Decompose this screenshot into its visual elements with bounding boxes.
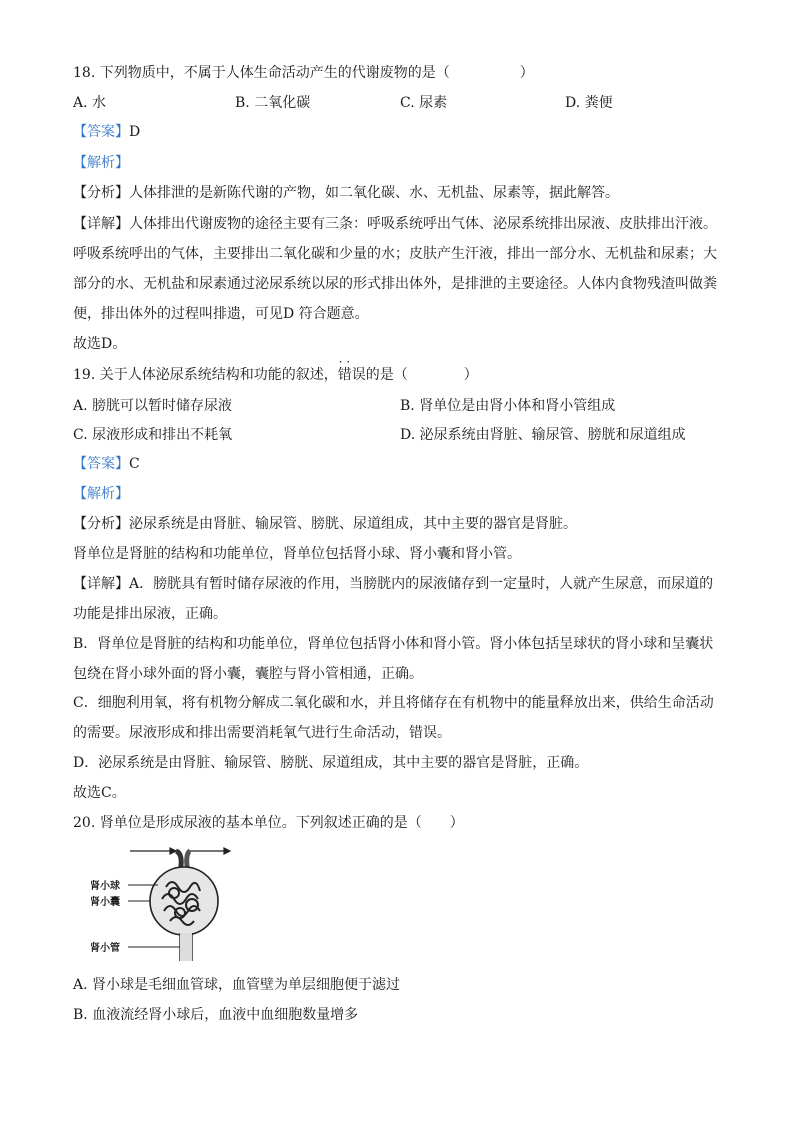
q19-xiangjie-c-line-1: C．细胞利用氧，将有机物分解成二氧化碳和水，并且将储存在有机物中的能量释放出来，供给生命活动 [73,695,714,711]
q18-option-a: A. 水 [73,95,107,111]
q19-stem-part-b: 的是（ ） [365,367,478,383]
q18-xiangjie-line-1 [73,214,717,234]
q19-answer [73,454,140,474]
fenxi-text: 人体排泄的是新陈代谢的产物，如二氧化碳、水、无机盐、尿素等，据此解答。 [129,185,619,201]
xiangjie-text: A．膀胱具有暂时储存尿液的作用，当膀胱内的尿液储存到一定量时，人就产生尿意，而尿道的 [129,576,714,592]
xiangjie-text: 人体排出代谢废物的途径主要有三条：呼吸系统呼出气体、泌尿系统排出尿液、皮肤排出汗液。 [129,216,717,232]
q18-fenxi [73,183,619,203]
q18-xiangjie-line-4: 便，排出体外的过程叫排遗，可见D 符合题意。 [73,306,369,322]
answer-tag: 【答案】 [73,456,129,472]
q18-option-c: C. 尿素 [400,95,448,111]
answer-value: C [129,456,140,472]
q18-stem: 18. 下列物质中，不属于人体生命活动产生的代谢废物的是（ ） [73,65,534,81]
q18-option-d: D. 粪便 [565,95,613,111]
q19-option-c: C. 尿液形成和排出不耗氧 [73,427,233,443]
label-bowman-capsule: 肾小囊 [90,897,120,908]
q18-answer [73,122,140,142]
q18-xiangjie-line-2: 呼吸系统呼出的气体，主要排出二氧化碳和少量的水；皮肤产生汗液，排出一部分水、无机盐和尿素；大 [73,246,717,262]
fenxi-tag: 【分析】 [73,185,129,201]
q19-xiangjie-b-line-1: B．肾单位是肾脏的结构和功能单位，肾单位包括肾小体和肾小管。肾小体包括呈球状的肾小球和呈囊状 [73,636,714,652]
fenxi-text: 泌尿系统是由肾脏、输尿管、膀胱、尿道组成，其中主要的器官是肾脏。 [129,516,577,532]
q20-option-b: B. 血液流经肾小球后，血液中血细胞数量增多 [73,1007,359,1023]
q19-analysis-tag: 【解析】 [73,486,129,502]
q20-stem: 20. 肾单位是形成尿液的基本单位。下列叙述正确的是（ ） [73,815,464,831]
q19-option-d: D. 泌尿系统由肾脏、输尿管、膀胱和尿道组成 [400,427,686,443]
xiangjie-tag: 【详解】 [73,576,129,592]
fenxi-tag: 【分析】 [73,516,129,532]
q19-xiangjie-c-line-2: 的需要。尿液形成和排出需要消耗氧气进行生命活动，错误。 [73,725,451,741]
q18-xiangjie-line-3: 部分的水、无机盐和尿素通过泌尿系统以尿的形式排出体外，是排泄的主要途径。人体内食物残渣叫做粪 [73,276,717,292]
q18-conclusion: 故选D。 [73,336,127,352]
xiangjie-tag: 【详解】 [73,216,129,232]
q19-option-b: B. 肾单位是由肾小体和肾小管组成 [400,398,616,414]
answer-value: D [129,124,141,140]
q19-xiangjie-a-line-1 [73,574,713,594]
q19-xiangjie-b-line-2: 包绕在肾小球外面的肾小囊，囊腔与肾小管相通，正确。 [73,666,423,682]
q19-conclusion: 故选C。 [73,785,126,801]
q18-option-b: B. 二氧化碳 [235,95,311,111]
q19-xiangjie-a-line-2: 功能是排出尿液，正确。 [73,606,227,622]
q19-xiangjie-d-line-1: D．泌尿系统是由肾脏、输尿管、膀胱、尿道组成，其中主要的器官是肾脏，正确。 [73,755,589,771]
nephron-figure [88,843,288,963]
label-renal-tubule: 肾小管 [90,943,120,954]
answer-tag: 【答案】 [73,124,129,140]
q20-option-a: A. 肾小球是毛细血管球，血管壁为单层细胞便于滤过 [73,977,401,993]
label-glomerulus: 肾小球 [90,881,120,892]
q19-stem-emphasis: · · 错误 [338,365,366,385]
q19-option-a: A. 膀胱可以暂时储存尿液 [73,398,233,414]
q19-stem [73,365,478,385]
q18-analysis-tag: 【解析】 [73,155,129,171]
q19-fenxi-line-2: 肾单位是肾脏的结构和功能单位，肾单位包括肾小球、肾小囊和肾小管。 [73,546,521,562]
q19-stem-part-a: 19. 关于人体泌尿系统结构和功能的叙述， [73,367,338,383]
q19-fenxi-line-1 [73,514,577,534]
